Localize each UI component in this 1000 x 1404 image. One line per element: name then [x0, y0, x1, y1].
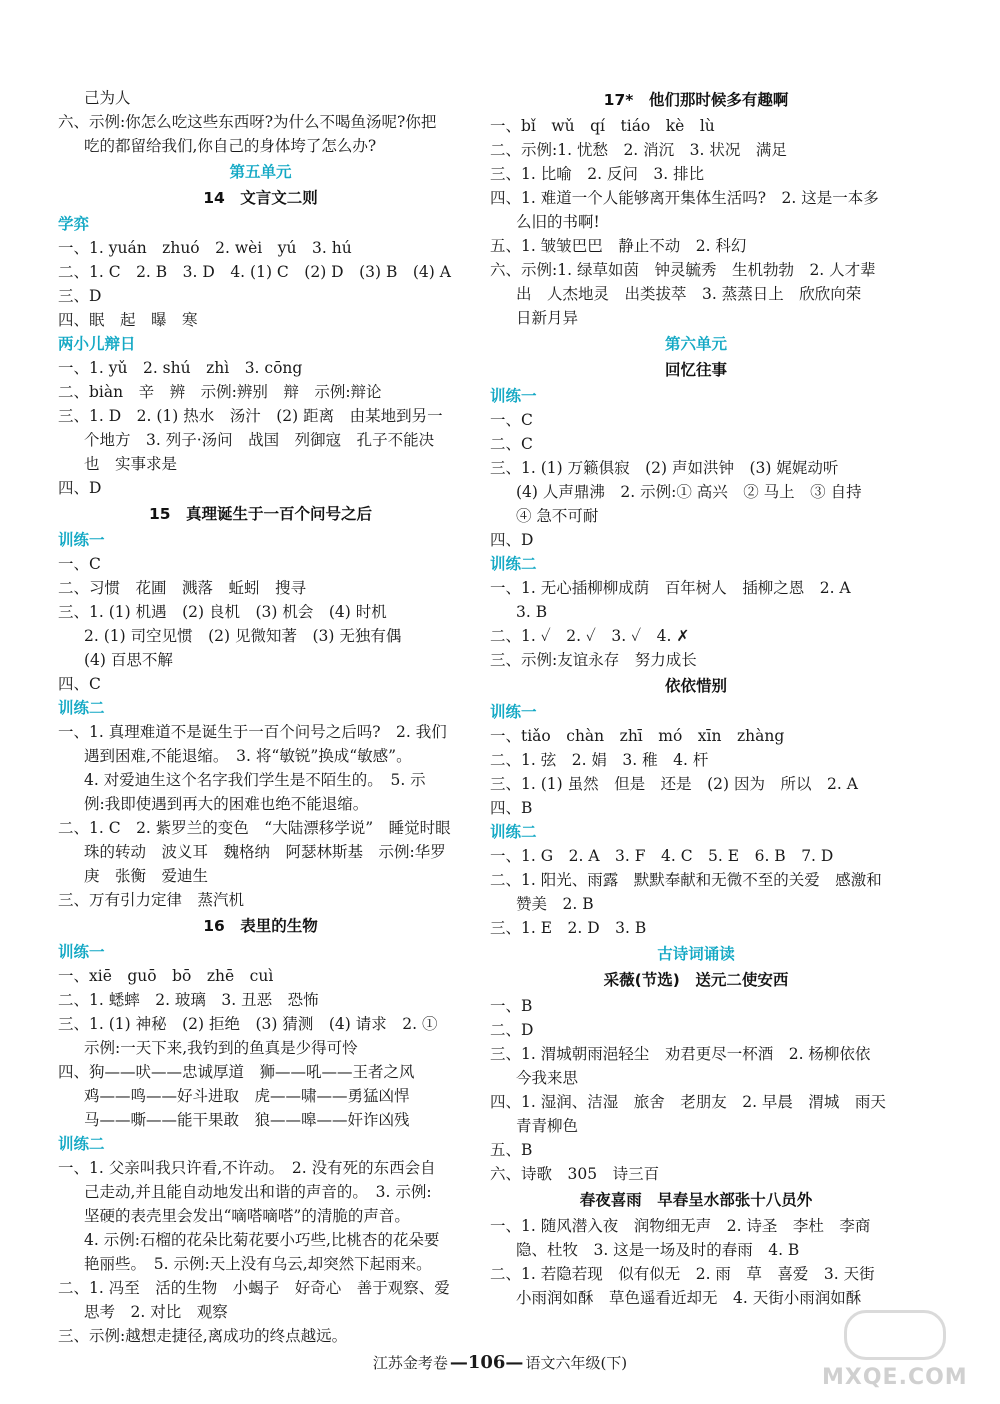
answer-line: 五、B [490, 1141, 533, 1159]
answer-line: 二、1. C 2. 紫罗兰的变色 “大陆漂移学说” 睡觉时眼 [58, 819, 451, 837]
answer-line: ④ 急不可耐 [516, 507, 599, 525]
footer-subject: 语文六年级(下) [525, 1354, 628, 1372]
answer-line: 四、C [58, 675, 101, 693]
lesson-title: 16 表里的生物 [203, 917, 318, 935]
answer-line: 三、1. (1) 虽然 但是 还是 (2) 因为 所以 2. A [490, 775, 858, 793]
answer-line: 己走动,并且能自动地发出和谐的声音的。 3. 示例: [84, 1183, 432, 1201]
answer-line: 二、1. 冯至 活的生物 小蝎子 好奇心 善于观察、爱 [58, 1279, 450, 1297]
answer-line: 二、C [490, 435, 533, 453]
answer-line: 二、1. 阳光、雨露 默默奉献和无微不至的关爱 感激和 [490, 871, 882, 889]
answer-line: 六、示例:1. 绿草如茵 钟灵毓秀 生机勃勃 2. 人才辈 [490, 261, 876, 279]
answer-line: 隐、杜牧 3. 这是一场及时的春雨 4. B [516, 1241, 800, 1259]
lesson-title: 14 文言文二则 [203, 189, 318, 207]
left-column [58, 86, 463, 1348]
answer-line: 二、1. ✓ 2. ✓ 3. ✓ 4. ✗ [490, 627, 690, 645]
answer-line: 二、示例:1. 忧愁 2. 消沉 3. 状况 满足 [490, 141, 787, 159]
answer-line: 三、1. (1) 神秘 (2) 拒绝 (3) 猜测 (4) 请求 2. ① [58, 1015, 438, 1033]
answer-line: 三、1. (1) 万籁俱寂 (2) 声如洪钟 (3) 娓娓动听 [490, 459, 839, 477]
answer-line: 一、1. 随风潜入夜 润物细无声 2. 诗圣 李杜 李商 [490, 1217, 871, 1235]
unit-title: 第五单元 [229, 163, 292, 181]
answer-line: 思考 2. 对比 观察 [84, 1303, 228, 1321]
answer-line: 坚硬的表壳里会发出“嘀嗒嘀嗒”的清脆的声音。 [84, 1207, 410, 1225]
answer-line: 四、狗——吠——忠诚厚道 狮——吼——王者之风 [58, 1063, 415, 1081]
right-column [490, 86, 902, 1310]
answer-line: 二、1. C 2. B 3. D 4. (1) C (2) D (3) B (4) A [58, 263, 451, 281]
answer-line: 今我来思 [516, 1069, 579, 1087]
unit-title: 古诗词诵读 [657, 945, 735, 963]
unit-title: 第六单元 [664, 335, 727, 353]
section-label: 训练二 [490, 823, 537, 841]
answer-line: 四、B [490, 799, 533, 817]
answer-line: 一、1. 父亲叫我只许看,不许动。 2. 没有死的东西会自 [58, 1159, 436, 1177]
answer-line: 三、1. E 2. D 3. B [490, 919, 647, 937]
answer-line: 一、C [490, 411, 533, 429]
answer-line: 珠的转动 波义耳 魏格纳 阿瑟林斯基 示例:华罗 [84, 843, 446, 861]
answer-line: 三、1. (1) 机遇 (2) 良机 (3) 机会 (4) 时机 [58, 603, 387, 621]
answer-line: 艳丽些。 5. 示例:天上没有乌云,却突然下起雨来。 [84, 1255, 432, 1273]
watermark-logo [822, 1310, 968, 1390]
answer-line: 六、示例:你怎么吃这些东西呀?为什么不喝鱼汤呢?你把 [58, 113, 437, 131]
answer-line: 四、1. 难道一个人能够离开集体生活吗? 2. 这是一本多 [490, 189, 879, 207]
answer-line: 出 人杰地灵 出类拔萃 3. 蒸蒸日上 欣欣向荣 [516, 285, 862, 303]
answer-line: 小雨润如酥 草色遥看近却无 4. 天街小雨润如酥 [516, 1289, 862, 1307]
answer-line: 2. (1) 司空见惯 (2) 见微知著 (3) 无独有偶 [84, 627, 402, 645]
answer-line: 一、tiǎo chàn zhī mó xīn zhàng [490, 727, 785, 745]
lesson-title: 春夜喜雨 早春呈水部张十八员外 [579, 1191, 813, 1209]
answer-line: 六、诗歌 305 诗三百 [490, 1165, 660, 1183]
answer-line: 己为人 [84, 89, 131, 107]
answer-line: 二、1. 若隐若现 似有似无 2. 雨 草 喜爱 3. 天街 [490, 1265, 875, 1283]
answer-line: 三、D [58, 287, 102, 305]
section-label: 训练一 [58, 531, 105, 549]
answer-line: 四、1. 湿润、洁湿 旅舍 老朋友 2. 早晨 渭城 雨天 [490, 1093, 886, 1111]
answer-line: 四、D [58, 479, 102, 497]
answer-line: 一、1. 无心插柳柳成荫 百年树人 插柳之恩 2. A [490, 579, 851, 597]
lesson-title: 依依惜别 [664, 677, 727, 695]
answer-line: 二、1. 蟋蟀 2. 玻璃 3. 丑恶 恐怖 [58, 991, 319, 1009]
answer-line: 一、B [490, 997, 533, 1015]
lesson-title: 17* 他们那时候多有趣啊 [603, 91, 789, 109]
answer-line: 4. 示例:石榴的花朵比菊花要小巧些,比桃杏的花朵要 [84, 1231, 440, 1249]
answer-line: 一、C [58, 555, 101, 573]
answer-line: 个地方 3. 列子·汤问 战国 列御寇 孔子不能决 [84, 431, 435, 449]
answer-line: 二、1. 弦 2. 娟 3. 稚 4. 杆 [490, 751, 709, 769]
answer-line: 四、D [490, 531, 534, 549]
page-number: —106— [449, 1352, 524, 1373]
answer-line: 示例:一天下来,我钓到的鱼真是少得可怜 [84, 1039, 358, 1057]
answer-line: 二、D [490, 1021, 534, 1039]
answer-line: 一、1. 真理难道不是诞生于一百个问号之后吗? 2. 我们 [58, 723, 447, 741]
answer-line: 也 实事求是 [84, 455, 178, 473]
answer-line: 三、示例:友谊永存 努力成长 [490, 651, 697, 669]
answer-line: 一、xiē guō bō zhē cuì [58, 967, 274, 985]
answer-line: 三、1. 渭城朝雨浥轻尘 劝君更尽一杯酒 2. 杨柳依依 [490, 1045, 871, 1063]
answer-line: 五、1. 皱皱巴巴 静止不动 2. 科幻 [490, 237, 747, 255]
answer-line: 四、眠 起 曝 寒 [58, 311, 198, 329]
answer-line: 赞美 2. B [516, 895, 594, 913]
lesson-title: 回忆往事 [664, 361, 727, 379]
answer-line: 吃的都留给我们,你自己的身体垮了怎么办? [84, 137, 377, 155]
answer-line: 三、1. D 2. (1) 热水 汤汁 (2) 距离 由某地到另一 [58, 407, 443, 425]
answer-line: 4. 对爱迪生这个名字我们学生是不陌生的。 5. 示 [84, 771, 426, 789]
answer-line: 一、1. yuán zhuó 2. wèi yú 3. hú [58, 239, 352, 257]
answer-line: (4) 人声鼎沸 2. 示例:① 高兴 ② 马上 ③ 自持 [516, 483, 862, 501]
answer-line: (4) 百思不解 [84, 651, 173, 669]
section-label: 训练一 [58, 943, 105, 961]
answer-line: 三、示例:越想走捷径,离成功的终点越远。 [58, 1327, 348, 1345]
section-label: 学弈 [58, 215, 90, 233]
answer-line: 青青柳色 [516, 1117, 579, 1135]
answer-line: 一、bǐ wǔ qí tiáo kè lù [490, 117, 715, 135]
watermark-icon [844, 1310, 946, 1360]
answer-line: 二、习惯 花圃 溅落 蚯蚓 搜寻 [58, 579, 307, 597]
section-label: 训练二 [58, 1135, 105, 1153]
section-label: 训练二 [58, 699, 105, 717]
answer-line: 3. B [516, 603, 548, 621]
footer-book-title: 江苏金考卷 [372, 1354, 448, 1372]
lesson-title: 15 真理诞生于一百个问号之后 [148, 505, 373, 523]
section-label: 训练一 [490, 703, 537, 721]
section-label: 两小儿辩日 [58, 335, 136, 353]
answer-line: 么旧的书啊! [516, 213, 600, 231]
answer-line: 三、1. 比喻 2. 反问 3. 排比 [490, 165, 705, 183]
answer-line: 庚 张衡 爱迪生 [84, 867, 209, 885]
answer-line: 遇到困难,不能退缩。 3. 将“敏锐”换成“敏感”。 [84, 747, 412, 765]
answer-line: 日新月异 [516, 309, 579, 327]
watermark-text: MXQE.COM [822, 1365, 968, 1390]
answer-line: 三、万有引力定律 蒸汽机 [58, 891, 245, 909]
answer-line: 一、1. G 2. A 3. F 4. C 5. E 6. B 7. D [490, 847, 834, 865]
section-label: 训练二 [490, 555, 537, 573]
answer-line: 鸡——鸣——好斗进取 虎——啸——勇猛凶悍 [84, 1087, 410, 1105]
answer-line: 马——嘶——能干果敢 狼——嗥——奸诈凶残 [84, 1111, 410, 1129]
lesson-title: 采薇(节选) 送元二使安西 [603, 971, 789, 989]
section-label: 训练一 [490, 387, 537, 405]
answer-line: 例:我即使遇到再大的困难也绝不能退缩。 [84, 795, 369, 813]
answer-line: 二、biàn 辛 辨 示例:辨别 辩 示例:辩论 [58, 383, 382, 401]
answer-line: 一、1. yǔ 2. shú zhì 3. cōng [58, 359, 303, 377]
